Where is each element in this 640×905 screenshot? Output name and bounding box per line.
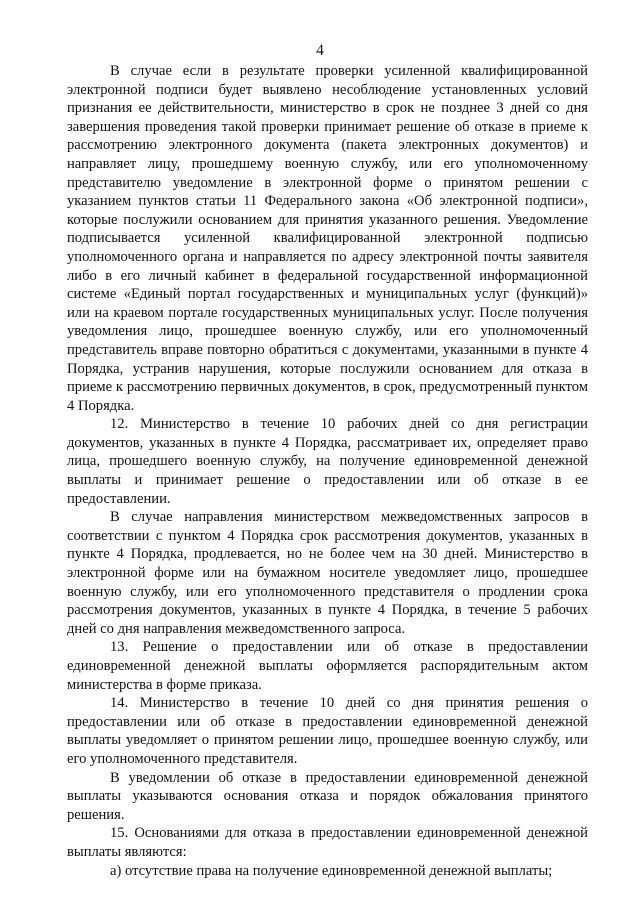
paragraph-15: 15. Основаниями для отказа в предоставлении единовременной денежной выплаты являются: [67, 825, 588, 860]
paragraph-13: 13. Решение о предоставлении или об отказе в предоставлении единовременной денежной выплаты оформляется распорядительным актом министерства в форме приказа. [67, 639, 588, 693]
paragraph-interagency-requests: В случае направления министерством межведомственных запросов в соответствии с пунктом 4 Порядка срок рассмотрения документов, указанных в пункте 4 Порядка, продлевается, но не более чем на 30 дней. Министерство в электронной форме или на бумажном носителе уведомляет лицо, прошедшее военную службу, или его уполномоченного представителя о продлении срока рассмотрения документов, указанных в пункте 4 Порядка, в течение 5 рабочих дней со дня направления межведомственного запроса. [67, 509, 588, 637]
document-body [67, 62, 588, 880]
paragraph-15-item-a: а) отсутствие права на получение единовременной денежной выплаты; [110, 862, 553, 879]
paragraph-refusal-notice: В уведомлении об отказе в предоставлении единовременной денежной выплаты указываются основания отказа и порядок обжалования принятого решения. [67, 769, 588, 823]
paragraph-signature-verification: В случае если в результате проверки усиленной квалифицированной электронной подписи будет выявлено несоблюдение установленных условий признания ее действительности, министерство в срок не позднее 3 дней со дня завершения проведения такой проверки принимает решение об отказе в приеме к рассмотрению электронного документа (пакета электронных документов) и направляет лицу, прошедшему военную службу, или его уполномоченному представителю уведомление в электронной форме о принятом решении с указанием пунктов статьи 11 Федерального закона «Об электронной подписи», которые послужили основанием для принятия указанного решения. Уведомление подписывается усиленной квалифицированной электронной подписью уполномоченного органа и направляется по адресу электронной почты заявителя либо в его личный кабинет в федеральной государственной информационной системе «Единый портал государственных и муниципальных услуг (функций)» или на краевом портале государственных муниципальных услуг. После получения уведомления лицо, прошедшее военную службу, или его уполномоченный представитель вправе повторно обратиться с документами, указанными в пункте 4 Порядка, устранив нарушения, которые послужили основанием для отказа в приеме к рассмотрению первичных документов, в срок, предусмотренный пунктом 4 Порядка. [67, 63, 588, 414]
paragraph-12: 12. Министерство в течение 10 рабочих дней со дня регистрации документов, указанных в пункте 4 Порядка, рассматривает их, определяет право лица, прошедшего военную службу, на получение единовременной денежной выплаты и принимает решение о предоставлении или об отказе в ее предоставлении. [67, 416, 588, 507]
page-number: 4 [316, 42, 324, 59]
paragraph-14: 14. Министерство в течение 10 дней со дня принятия решения о предоставлении или об отказе в предоставлении единовременной денежной выплаты уведомляет о принятом решении лицо, прошедшее военную службу, или его уполномоченного представителя. [67, 695, 588, 767]
